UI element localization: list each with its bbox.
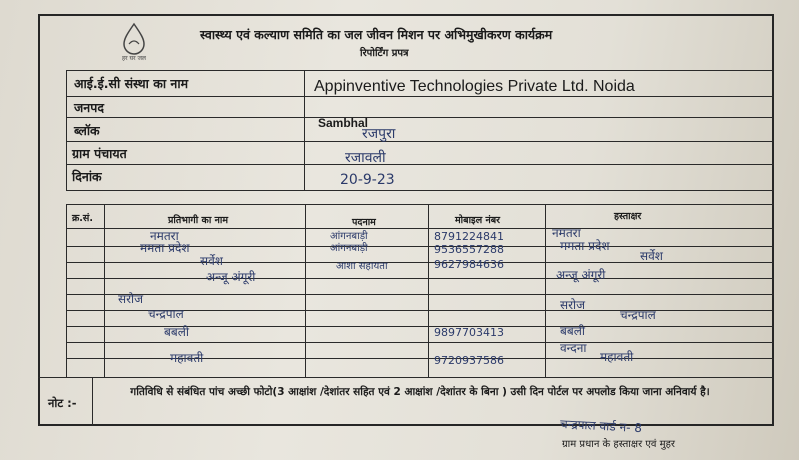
- row-4-name: अन्जू अंगूरी: [206, 270, 256, 284]
- rule-3: [66, 141, 774, 142]
- logo-caption: हर घर जल: [122, 55, 146, 62]
- row-8-signature: वन्दना: [560, 341, 587, 355]
- col-rule-3: [428, 204, 429, 377]
- rule-2: [66, 117, 774, 118]
- form-subtitle: रिपोर्टिंग प्रपत्र: [360, 48, 409, 59]
- note-divider: [92, 377, 93, 426]
- row-2-mobile: 9536557288: [434, 243, 504, 256]
- row-2-signature: ममता प्रदेश: [560, 239, 610, 253]
- pradhan-signature: चन्द्रपाल वार्ड न- 8: [559, 416, 643, 436]
- table-top: [66, 204, 774, 205]
- row-rule-4: [66, 294, 774, 295]
- col-rule-0: [66, 204, 67, 377]
- row-7-name: बबली: [164, 325, 189, 339]
- rule-1: [66, 96, 774, 97]
- row-5-name: सरोज: [118, 292, 144, 306]
- row-1-name: नमतरा: [150, 229, 179, 243]
- col-rule-4: [545, 204, 546, 377]
- row-2-designation: आंगनबाड़ी: [330, 243, 368, 254]
- rule-left: [66, 70, 67, 190]
- row-3-name: सर्वेश: [200, 254, 223, 268]
- gp-value: रजावली: [345, 150, 386, 166]
- header-signature: हस्ताक्षर: [614, 211, 642, 222]
- row-2-name: ममता प्रदेश: [140, 241, 190, 255]
- gp-label: ग्राम पंचायत: [72, 146, 127, 161]
- rule-5: [66, 190, 774, 191]
- row-9-signature: महावती: [600, 350, 634, 364]
- row-rule-3: [66, 278, 774, 279]
- row-7-signature: बबली: [560, 324, 585, 338]
- col-rule-2: [305, 204, 306, 377]
- note-text: गतिविधि से संबंधित पांच अच्छी फोटो(3 आक्षांश /देशांतर सहित एवं 2 आक्षांश /देशांतर के बिना ) उसी दिन पोर्टल पर अपलोड किया जाना अनिवार्य है।: [130, 386, 710, 398]
- row-3-mobile: 9627984636: [434, 258, 504, 271]
- row-5-signature: सरोज: [560, 298, 586, 312]
- header-serial: क्र.सं.: [72, 213, 93, 224]
- row-3-designation: आशा सहायता: [336, 261, 388, 272]
- date-label: दिनांक: [72, 169, 102, 184]
- row-1-designation: आंगनबाड़ी: [330, 231, 368, 242]
- pradhan-caption: ग्राम प्रधान के हस्ताक्षर एवं मुहर: [562, 439, 675, 450]
- row-9-name: महावती: [170, 351, 204, 365]
- org-label: आई.ई.सी संस्था का नाम: [74, 76, 189, 91]
- row-3-signature: सर्वेश: [640, 249, 663, 263]
- row-1-mobile: 8791224841: [434, 230, 504, 243]
- rule-4: [66, 164, 774, 165]
- block-value: रजपुरा: [362, 126, 396, 142]
- row-4-signature: अन्जू अंगूरी: [556, 268, 606, 282]
- row-6-signature: चन्द्रपाल: [620, 308, 656, 322]
- row-rule-2: [66, 262, 774, 263]
- row-1-signature: नमतरा: [552, 226, 581, 240]
- jal-jeevan-logo: [103, 20, 165, 64]
- row-6-name: चन्द्रपाल: [148, 307, 184, 321]
- block-label: ब्लॉक: [74, 123, 100, 138]
- rule-top: [66, 70, 774, 71]
- note-label: नोट :-: [48, 396, 77, 410]
- row-7-mobile: 9897703413: [434, 326, 504, 339]
- col-rule-1: [104, 204, 105, 377]
- header-mobile: मोबाइल नंबर: [455, 215, 501, 226]
- date-value: 20-9-23: [340, 172, 395, 188]
- table-bottom: [38, 377, 774, 378]
- org-value: Appinventive Technologies Private Ltd. Noida: [314, 78, 635, 95]
- header-designation: पदनाम: [352, 217, 376, 228]
- rule-mid: [304, 70, 305, 190]
- header-name: प्रतिभागी का नाम: [168, 215, 229, 226]
- row-9-mobile: 9720937586: [434, 354, 504, 367]
- row-rule-7: [66, 342, 774, 343]
- form-title: स्वास्थ्य एवं कल्याण समिति का जल जीवन मिशन पर अभिमुखीकरण कार्यक्रम: [200, 27, 553, 42]
- district-value: Sambhal: [318, 116, 369, 130]
- district-label: जनपद: [74, 100, 104, 115]
